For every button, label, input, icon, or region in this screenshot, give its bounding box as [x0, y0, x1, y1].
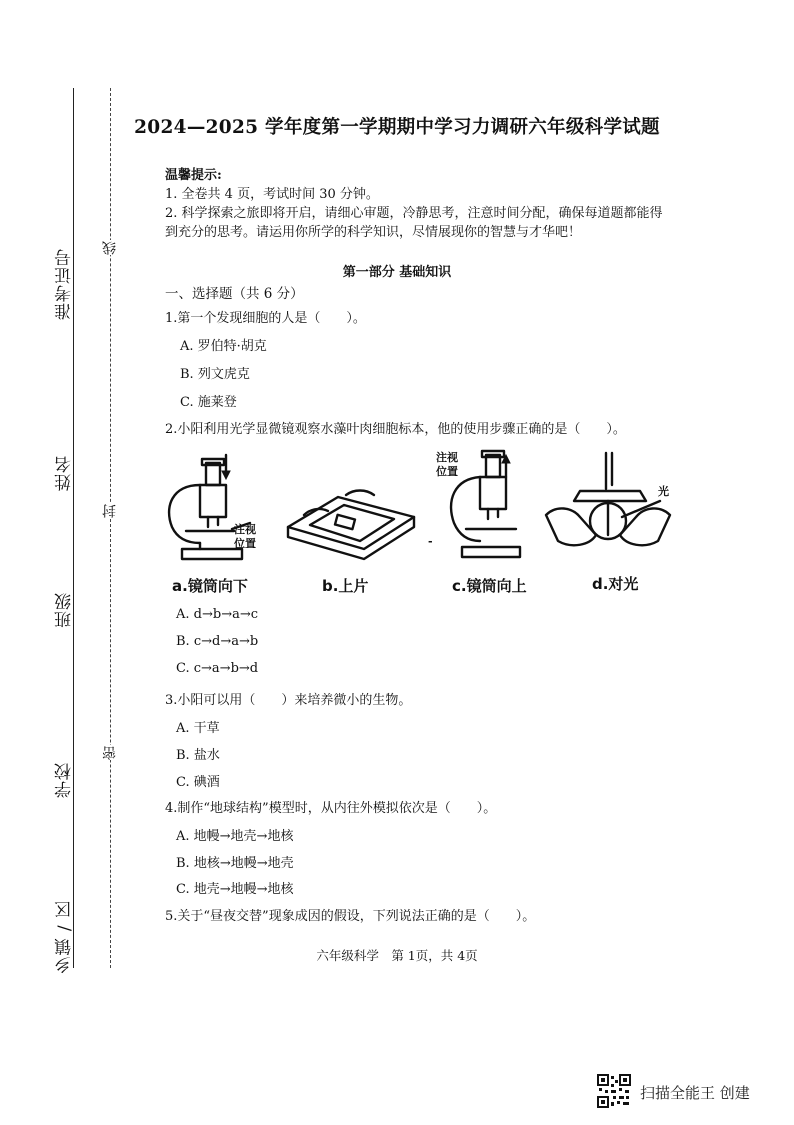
slide-placement-illustration [288, 491, 414, 560]
field-exam-number-label: 准考证号 [55, 248, 75, 320]
notice-heading: 温馨提示: [165, 168, 222, 183]
question-4-option-c: C. 地壳→地幔→地核 [176, 882, 294, 897]
caption-c: c.镜筒向上 [452, 577, 527, 595]
light-adjustment-illustration [546, 453, 670, 545]
seal-seal-label: 封 [102, 503, 118, 518]
caption-d: d.对光 [592, 575, 639, 593]
margin-solid-line [73, 88, 74, 968]
svg-text:-: - [428, 535, 433, 548]
field-town-label: 乡镇 / 区 [55, 900, 75, 974]
section-title: 一、选择题（共 6 分） [165, 286, 304, 302]
question-4-stem: 4.制作“地球结构”模型时，从内往外模拟依次是（ ）。 [165, 801, 497, 816]
question-1-stem: 1.第一个发现细胞的人是（ ）。 [165, 311, 366, 326]
question-2-option-c: C. c→a→b→d [176, 661, 259, 676]
question-3-option-b: B. 盐水 [176, 748, 220, 763]
microscope-steps-figure [160, 445, 700, 570]
field-school-label: 学校 [55, 762, 75, 798]
question-4-option-b: B. 地核→地幔→地壳 [176, 856, 294, 871]
question-1-option-b: B. 列文虎克 [180, 367, 250, 382]
scanner-watermark-text: 扫描全能王 创建 [640, 1084, 750, 1102]
notice-item-3: 到充分的思考。请运用你所学的科学知识，尽情展现你的智慧与才华吧！ [165, 225, 582, 240]
question-1-option-a: A. 罗伯特·胡克 [180, 339, 267, 354]
question-2-option-b: B. c→d→a→b [176, 634, 259, 649]
question-2-stem: 2.小阳利用光学显微镜观察水藻叶肉细胞标本，他的使用步骤正确的是（ ）。 [165, 422, 626, 437]
field-class-label: 班级 [55, 592, 75, 628]
question-2-option-a: A. d→b→a→c [176, 607, 259, 622]
watch-position-label-a: 注视 [234, 523, 256, 536]
question-3-stem: 3.小阳可以用（ ）来培养微小的生物。 [165, 693, 412, 708]
notice-item-1: 1. 全卷共 4 页，考试时间 30 分钟。 [165, 187, 379, 202]
question-3-option-c: C. 碘酒 [176, 775, 220, 790]
question-1-option-c: C. 施莱登 [180, 395, 237, 410]
caption-b: b.上片 [322, 577, 369, 595]
svg-text:位置: 位置 [234, 537, 256, 550]
caption-a: a.镜筒向下 [172, 577, 248, 595]
field-name-label: 姓名 [55, 455, 75, 491]
page-title: 2024—2025 学年度第一学期期中学习力调研六年级科学试题 [134, 117, 660, 138]
question-4-option-a: A. 地幔→地壳→地核 [176, 829, 294, 844]
part-title: 第一部分 基础知识 [342, 265, 452, 280]
light-label: 光 [658, 485, 669, 498]
question-3-option-a: A. 干草 [176, 721, 220, 736]
notice-item-2: 2. 科学探索之旅即将开启，请细心审题，冷静思考，注意时间分配，确保每道题都能得 [165, 206, 663, 221]
qr-code-icon [597, 1074, 631, 1108]
microscope-lowering-illustration [169, 455, 256, 559]
microscope-raising-illustration [435, 450, 520, 557]
seal-line-label: 线 [102, 240, 118, 255]
margin-dashed-line [110, 88, 111, 968]
question-5-stem: 5.关于“昼夜交替”现象成因的假设，下列说法正确的是（ ）。 [165, 909, 536, 924]
watch-position-label-c: 注视 [436, 451, 458, 464]
svg-text:位置: 位置 [436, 465, 458, 478]
seal-secret-label: 密 [102, 745, 118, 760]
page-footer: 六年级科学 第 1页，共 4页 [316, 948, 478, 963]
